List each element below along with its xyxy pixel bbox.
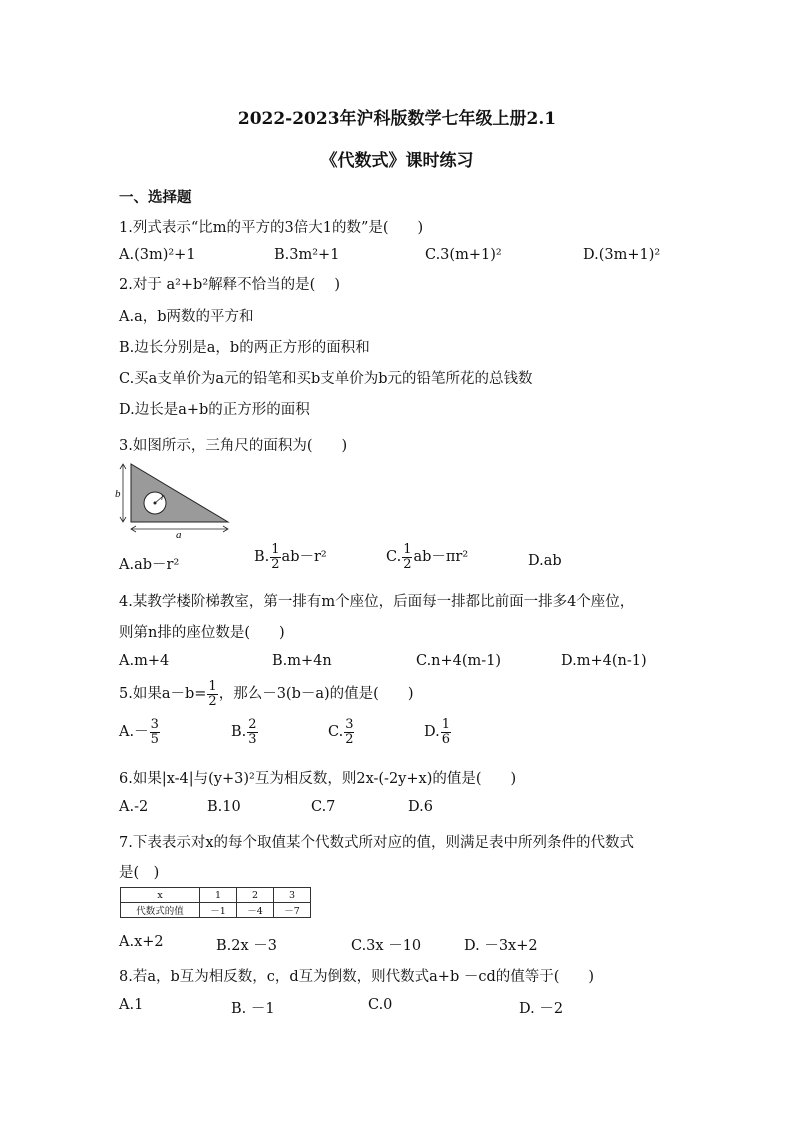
table-cell: －7 (274, 903, 311, 918)
q5-stem-fraction (207, 680, 217, 708)
q7-option-d: D. －3x+2 (464, 938, 538, 954)
q5-a-prefix: A.－ (119, 724, 149, 741)
q3-b-numerator: 1 (271, 542, 280, 557)
q5-a-fraction (150, 718, 160, 746)
table-cell: －1 (200, 903, 237, 918)
table-row (121, 903, 311, 918)
q5-a-numerator: 3 (150, 717, 159, 732)
q5-b-numerator: 2 (248, 717, 257, 732)
q4-option-a: A.m+4 (119, 653, 170, 669)
q6-stem: 6.如果|x-4|与(y+3)²互为相反数，则2x-(-2y+x)的值是( ) (119, 771, 517, 787)
q3-b-prefix: B. (254, 549, 270, 566)
q3-c-numerator: 1 (403, 542, 412, 557)
label-b: b (115, 488, 121, 500)
q5-d-numerator: 1 (441, 717, 450, 732)
q1-option-b: B.3m²+1 (274, 247, 340, 263)
q6-option-b: B.10 (207, 799, 241, 815)
q1-option-a: A.(3m)²+1 (119, 247, 196, 263)
q1-option-c: C.3(m+1)² (425, 247, 502, 263)
q5-b-prefix: B. (231, 724, 247, 741)
q6-option-d: D.6 (408, 799, 433, 815)
q4-stem-line-1: 4.某教学楼阶梯教室，第一排有m个座位，后面每一排都比前面一排多4个座位， (119, 594, 635, 610)
q5-c-prefix: C. (328, 724, 344, 741)
q5-b-fraction (247, 718, 257, 746)
title-line-1: 2022-2023年沪科版数学七年级上册2.1 (237, 109, 557, 129)
q3-b-fraction (270, 543, 280, 571)
label-a: a (176, 529, 182, 540)
q3-b-suffix: ab－r² (281, 549, 327, 566)
q7-stem-line-1: 7.下表表示对x的每个取值某个代数式所对应的值，则满足表中所列条件的代数式 (119, 835, 635, 851)
q3-c-prefix: C. (386, 549, 402, 566)
q6-option-a: A.-2 (119, 799, 149, 815)
q5-stem-pre: 5.如果a－b= (119, 686, 207, 703)
q5-option-b (231, 718, 259, 746)
q8-option-d: D. －2 (519, 1001, 564, 1017)
q7-value-table (120, 887, 311, 918)
q5-stem-post: ，那么－3(b－a)的值是( ) (218, 686, 414, 703)
q5-option-d (424, 718, 452, 746)
q2-option-b: B.边长分别是a，b的两正方形的面积和 (119, 340, 370, 356)
label-r: r (161, 492, 165, 502)
table-cell: 3 (274, 888, 311, 903)
q3-option-b (254, 543, 327, 571)
table-cell: 2 (237, 888, 274, 903)
q3-stem: 3.如图所示，三角尺的面积为( ) (119, 438, 348, 454)
q3-b-denominator: 2 (271, 556, 280, 572)
q5-d-denominator: 6 (441, 731, 450, 747)
q7-option-b: B.2x －3 (216, 938, 278, 954)
q5-d-prefix: D. (424, 724, 440, 741)
table-row (121, 888, 311, 903)
q5-c-numerator: 3 (345, 717, 354, 732)
q5-a-denominator: 5 (150, 731, 159, 747)
q6-option-c: C.7 (311, 799, 336, 815)
q2-option-a: A.a，b两数的平方和 (119, 309, 254, 325)
q4-option-c: C.n+4(m-1) (416, 653, 502, 669)
q7-option-c: C.3x －10 (351, 938, 422, 954)
q1-option-d: D.(3m+1)² (583, 247, 661, 263)
q5-d-fraction (441, 718, 451, 746)
q2-option-d: D.边长是a+b的正方形的面积 (119, 402, 310, 418)
q4-option-d: D.m+4(n-1) (561, 653, 647, 669)
q5-stem-denominator: 2 (208, 693, 217, 709)
table-cell: x (121, 888, 200, 903)
q8-option-b: B. －1 (231, 1001, 275, 1017)
q3-c-fraction (402, 543, 412, 571)
q3-option-d: D.ab (528, 553, 562, 569)
q5-option-c (328, 718, 355, 746)
q3-option-a: A.ab－r² (119, 557, 180, 573)
title-line-2: 《代数式》课时练习 (320, 151, 474, 171)
q7-stem-line-2: 是( ) (119, 865, 160, 881)
q2-stem: 2.对于 a²+b²解释不恰当的是( ) (119, 277, 341, 293)
q1-stem: 1.列式表示“比m的平方的3倍大1的数”是( ) (119, 220, 424, 236)
q3-c-denominator: 2 (403, 556, 412, 572)
triangle-ruler-figure (112, 458, 236, 540)
table-cell: 代数式的值 (121, 903, 200, 918)
q5-b-denominator: 3 (248, 731, 257, 747)
q5-c-denominator: 2 (345, 731, 354, 747)
q5-option-a (119, 718, 161, 746)
q4-option-b: B.m+4n (272, 653, 332, 669)
q3-option-c (386, 543, 468, 571)
table-cell: －4 (237, 903, 274, 918)
q2-option-c: C.买a支单价为a元的铅笔和买b支单价为b元的铅笔所花的总钱数 (119, 371, 533, 387)
q5-stem-numerator: 1 (208, 679, 217, 694)
q8-option-c: C.0 (368, 997, 393, 1013)
q8-option-a: A.1 (119, 997, 144, 1013)
q8-stem: 8.若a，b互为相反数，c，d互为倒数，则代数式a+b －cd的值等于( ) (119, 969, 595, 985)
q3-c-suffix: ab－πr² (413, 549, 469, 566)
triangle-shape (131, 464, 228, 522)
q5-stem (119, 680, 413, 708)
section-heading: 一、选择题 (119, 189, 192, 206)
q5-c-fraction (344, 718, 354, 746)
q7-option-a: A.x+2 (119, 934, 164, 950)
q4-stem-line-2: 则第n排的座位数是( ) (119, 625, 285, 641)
table-cell: 1 (200, 888, 237, 903)
